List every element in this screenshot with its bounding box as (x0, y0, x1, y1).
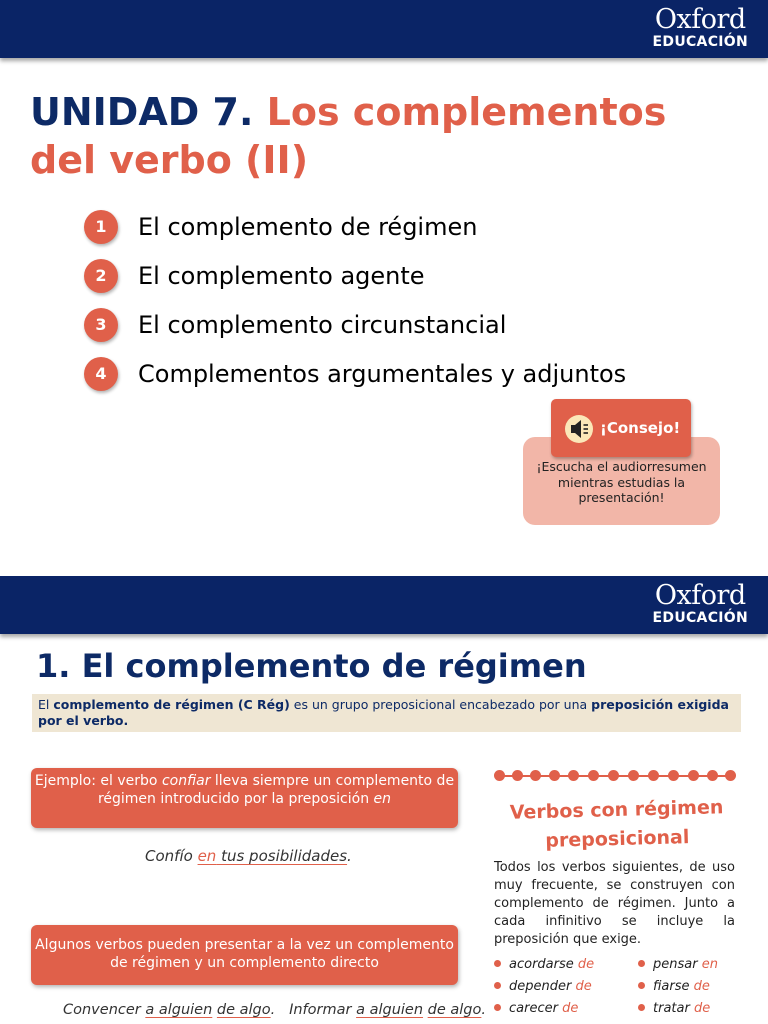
oxford-logo (653, 6, 748, 50)
verb-prep: de (693, 979, 710, 994)
toc-label[interactable]: El complemento de régimen (138, 213, 478, 241)
sentence-cd: a alguien (145, 1002, 213, 1018)
example-verb: confiar (161, 773, 211, 789)
slide-2 (0, 576, 768, 1024)
page-title (30, 88, 750, 184)
list-item (494, 978, 592, 996)
toc-label[interactable]: Complementos argumentales y adjuntos (138, 360, 627, 388)
title-prefix: UNIDAD 7. (30, 90, 254, 134)
tip-button-label: ¡Consejo! (600, 419, 681, 437)
logo-brand: Oxford (654, 580, 746, 611)
example-text: lleva siempre un complemento de régimen introducido por la preposición (97, 773, 455, 807)
logo-division: EDUCACIÓN (652, 610, 748, 626)
verb-prep: de (693, 1001, 711, 1016)
verb-name: pensar (653, 957, 698, 972)
sentence-preposition: en (197, 847, 217, 865)
title-main: Los complementos (266, 90, 667, 134)
definition-text (38, 697, 738, 729)
list-item (494, 1000, 578, 1018)
example-sentence (145, 846, 352, 866)
list-item (638, 1000, 710, 1018)
definition-emphasis: preposición exigida por el verbo. (38, 697, 729, 728)
example-prep: en (373, 791, 392, 807)
toc-number: 3 (84, 308, 118, 342)
example-box: Algunos verbos pueden presentar a la vez un complemento de régimen y un complemento directo (31, 925, 458, 985)
sentence-verb: Informar (289, 1002, 357, 1018)
speaker-icon (565, 415, 593, 443)
sentence-end: . (270, 1002, 276, 1018)
definition-box (32, 694, 741, 732)
sentence-cd: a alguien (356, 1002, 424, 1018)
sentence-verb: Convencer (63, 1002, 146, 1018)
verb-name: acordarse (509, 957, 574, 972)
header-bar (0, 576, 768, 634)
sentence-creg: de algo (216, 1002, 271, 1018)
slide-separator (0, 566, 768, 576)
oxford-logo (653, 582, 748, 626)
header-bar (0, 0, 768, 58)
logo-brand: Oxford (654, 4, 746, 35)
toc-number: 2 (84, 259, 118, 293)
verb-name: depender (509, 979, 572, 994)
section-title: 1. El complemento de régimen (36, 647, 587, 685)
verb-name: carecer (509, 1001, 558, 1016)
sentence-complement: tus posibilidades (216, 847, 348, 865)
definition-term: complemento de régimen (C Rég) (53, 697, 290, 712)
tip-audio-button[interactable] (551, 399, 691, 457)
sidebar-description: Todos los verbos siguientes, de uso muy frecuente, se construyen con complemento de régimen. Junto a cada infinitivo se incluye la preposición que exige. (494, 860, 735, 947)
verb-prep: en (701, 957, 718, 972)
logo-division: EDUCACIÓN (652, 34, 748, 50)
example-sentence (63, 1000, 486, 1020)
verb-name: fiarse (653, 979, 690, 994)
definition-part: es un grupo preposicional encabezado por una (289, 697, 592, 712)
list-item (494, 956, 594, 974)
toc-number: 4 (84, 357, 118, 391)
sentence-end: . (347, 847, 352, 865)
list-item (638, 956, 718, 974)
example-text: Ejemplo: el verbo (34, 773, 162, 789)
sentence-end: . (481, 1002, 486, 1018)
tip-text: ¡Escucha el audiorresumen mientras estudias la presentación! (536, 459, 707, 505)
verb-prep: de (577, 957, 595, 972)
example-box (31, 768, 458, 828)
list-item (638, 978, 710, 996)
toc-label[interactable]: El complemento agente (138, 262, 425, 290)
verb-name: tratar (653, 1001, 690, 1016)
sidebar-title: Verbos con régimen preposicional (509, 796, 724, 852)
verb-prep: de (562, 1001, 579, 1016)
verb-prep: de (575, 979, 592, 994)
title-line2: del verbo (II) (30, 138, 309, 182)
dotted-divider (494, 770, 734, 784)
toc-label[interactable]: El complemento circunstancial (138, 311, 507, 339)
definition-part: El (38, 697, 54, 712)
sentence-creg: de algo (427, 1002, 482, 1018)
toc-number: 1 (84, 210, 118, 244)
sentence-verb: Confío (145, 847, 198, 865)
